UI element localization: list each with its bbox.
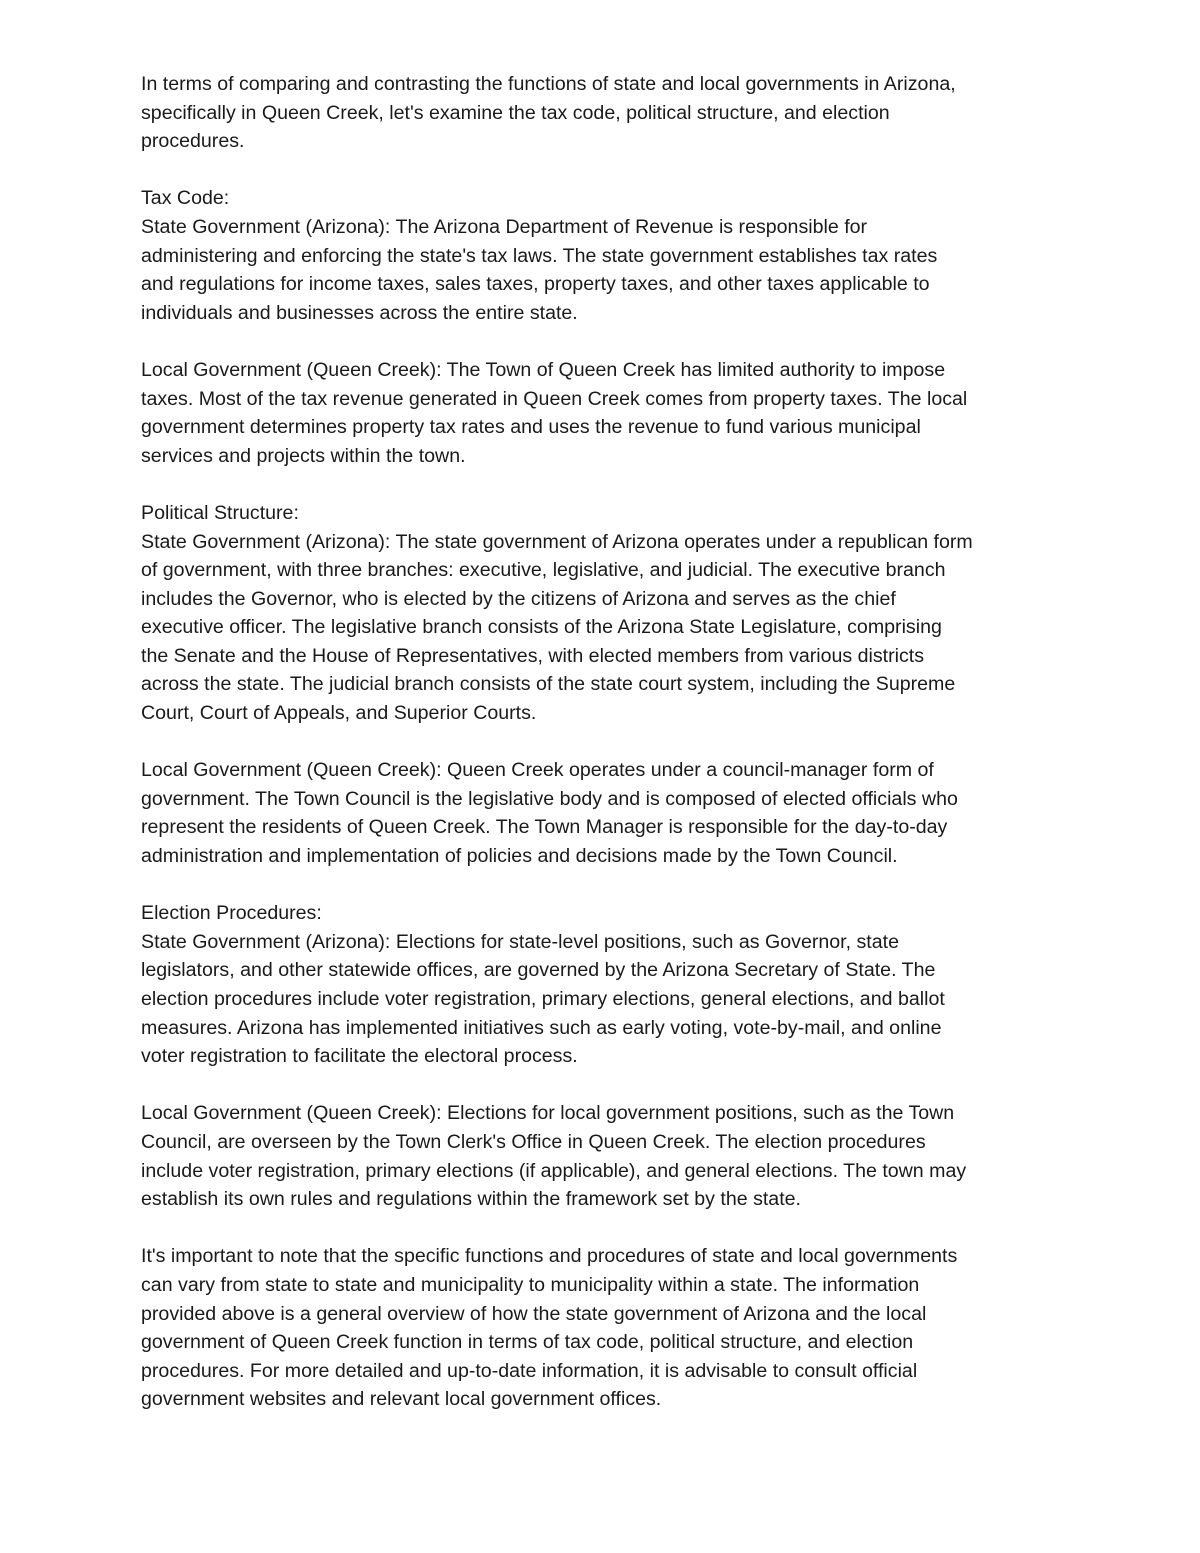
text-line: establish its own rules and regulations within the framework set by the state. xyxy=(141,1188,801,1211)
election-procedures-local-paragraph xyxy=(141,1099,1076,1213)
text-line: procedures. xyxy=(141,130,245,153)
text-line: State Government (Arizona): The Arizona Department of Revenue is responsible for xyxy=(141,215,868,238)
text-line: Council, are overseen by the Town Clerk's Office in Queen Creek. The election procedures xyxy=(141,1130,926,1153)
text-line: taxes. Most of the tax revenue generated in Queen Creek comes from property taxes. The local xyxy=(141,387,968,410)
text-line: State Government (Arizona): The state government of Arizona operates under a republican form xyxy=(141,530,973,553)
tax-code-state-paragraph xyxy=(141,184,1076,327)
election-procedures-state-paragraph xyxy=(141,899,1076,1071)
text-line: includes the Governor, who is elected by the citizens of Arizona and serves as the chief xyxy=(141,587,896,610)
text-line: measures. Arizona has implemented initiatives such as early voting, vote-by-mail, and online xyxy=(141,1016,942,1039)
document-body xyxy=(141,70,1076,1414)
text-line: can vary from state to state and municipality to municipality within a state. The information xyxy=(141,1273,920,1296)
text-line: specifically in Queen Creek, let's examine the tax code, political structure, and election xyxy=(141,101,890,124)
text-line: legislators, and other statewide offices, are governed by the Arizona Secretary of State. The xyxy=(141,959,936,982)
text-line: administering and enforcing the state's tax laws. The state government establishes tax rates xyxy=(141,244,938,267)
text-line: In terms of comparing and contrasting the functions of state and local governments in Arizona, xyxy=(141,73,956,95)
text-line: government websites and relevant local government offices. xyxy=(141,1388,662,1411)
text-line: the Senate and the House of Representatives, with elected members from various districts xyxy=(141,644,925,667)
text-line: executive officer. The legislative branch consists of the Arizona State Legislature, comprising xyxy=(141,616,942,639)
text-line: It's important to note that the specific functions and procedures of state and local governments xyxy=(141,1245,958,1268)
text-line: include voter registration, primary elections (if applicable), and general elections. The town may xyxy=(141,1159,967,1182)
text-line: Local Government (Queen Creek): Elections for local government positions, such as the Town xyxy=(141,1102,955,1125)
text-line: Local Government (Queen Creek): The Town of Queen Creek has limited authority to impose xyxy=(141,358,946,381)
text-line: of government, with three branches: executive, legislative, and judicial. The executive branch xyxy=(141,559,946,582)
section-heading-election-procedures: Election Procedures: xyxy=(141,902,322,925)
text-line: government. The Town Council is the legislative body and is composed of elected officials who xyxy=(141,787,958,810)
section-heading-tax-code: Tax Code: xyxy=(141,187,230,210)
intro-paragraph xyxy=(141,70,1076,156)
text-line: government determines property tax rates and uses the revenue to fund various municipal xyxy=(141,416,921,439)
text-line: election procedures include voter registration, primary elections, general elections, and ballot xyxy=(141,988,945,1010)
text-line: State Government (Arizona): Elections for state-level positions, such as Governor, state xyxy=(141,930,899,953)
text-line: government of Queen Creek function in terms of tax code, political structure, and election xyxy=(141,1331,914,1354)
text-line: individuals and businesses across the entire state. xyxy=(141,301,578,324)
section-heading-political-structure: Political Structure: xyxy=(141,501,299,524)
text-line: Local Government (Queen Creek): Queen Creek operates under a council-manager form of xyxy=(141,759,934,782)
text-line: procedures. For more detailed and up-to-date information, it is advisable to consult official xyxy=(141,1359,918,1382)
conclusion-paragraph xyxy=(141,1242,1076,1414)
text-line: administration and implementation of policies and decisions made by the Town Council. xyxy=(141,845,898,868)
text-line: across the state. The judicial branch consists of the state court system, including the Supreme xyxy=(141,673,956,696)
tax-code-local-paragraph xyxy=(141,356,1076,470)
text-line: provided above is a general overview of how the state government of Arizona and the local xyxy=(141,1302,927,1325)
text-line: represent the residents of Queen Creek. The Town Manager is responsible for the day-to-day xyxy=(141,816,948,839)
text-line: Court, Court of Appeals, and Superior Courts. xyxy=(141,702,537,725)
text-line: and regulations for income taxes, sales taxes, property taxes, and other taxes applicable to xyxy=(141,273,930,296)
political-structure-state-paragraph xyxy=(141,499,1076,728)
political-structure-local-paragraph xyxy=(141,756,1076,870)
text-line: voter registration to facilitate the electoral process. xyxy=(141,1045,578,1068)
text-line: services and projects within the town. xyxy=(141,444,466,467)
